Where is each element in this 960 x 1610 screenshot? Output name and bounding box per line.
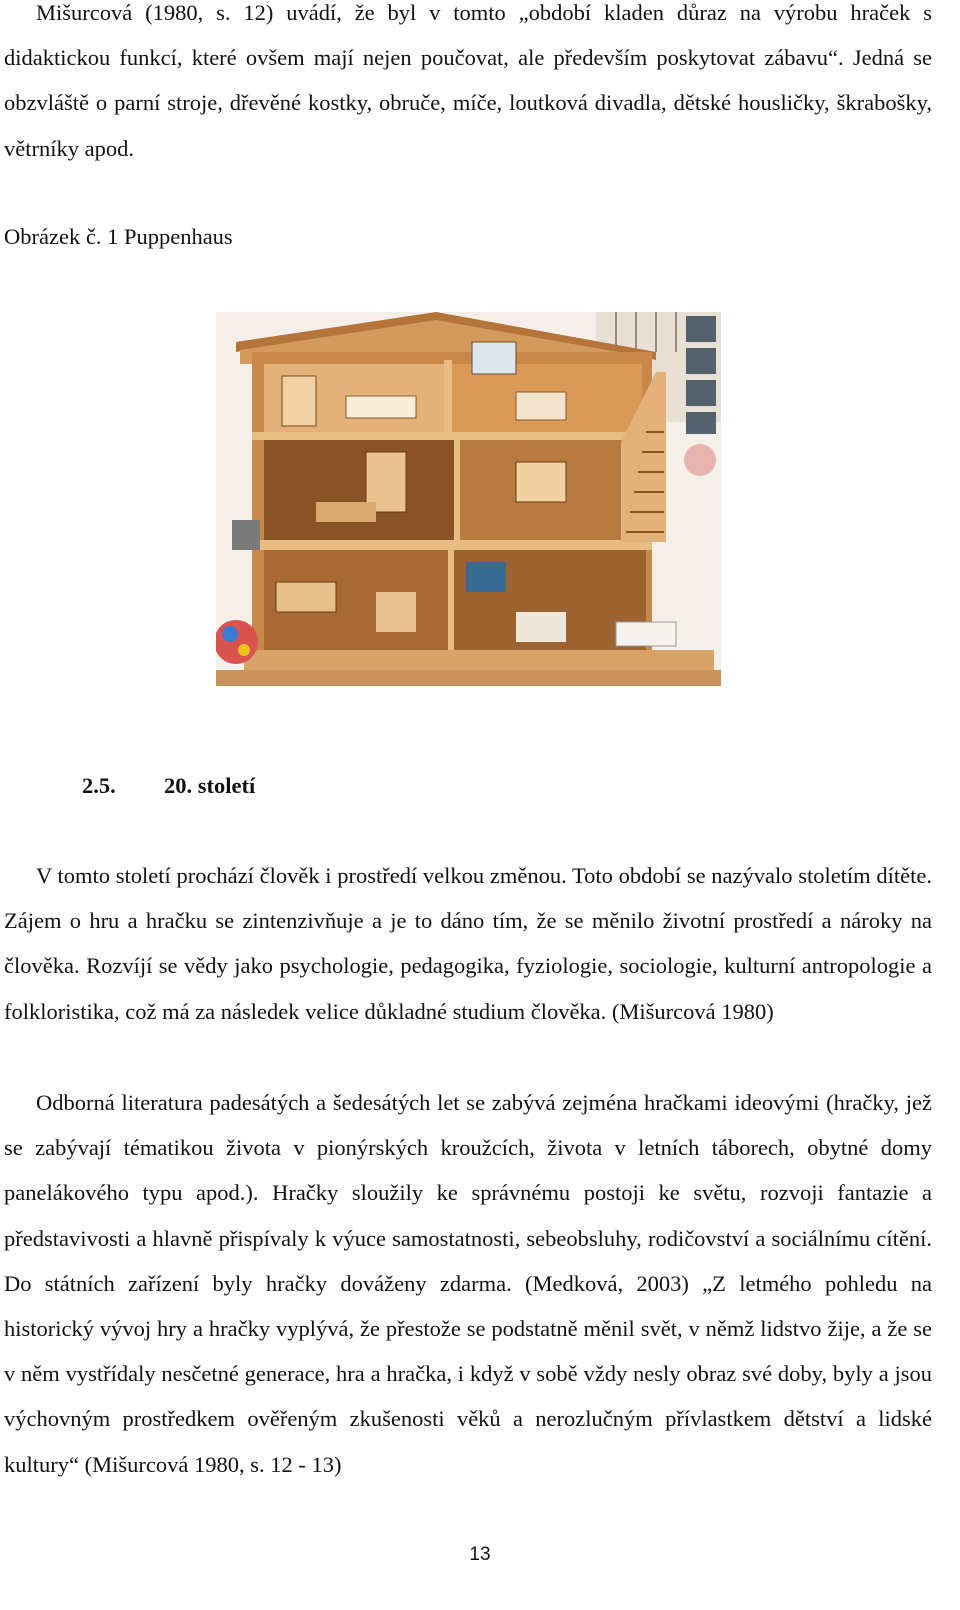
- page-number: 13: [469, 1544, 491, 1565]
- figure-caption: Obrázek č. 1 Puppenhaus: [4, 224, 233, 249]
- paragraph-intro: Mišurcová (1980, s. 12) uvádí, že byl v tomto „období kladen důraz na výrobu hraček s didaktickou funkcí, které ovšem mají nejen poučovat, ale především poskytovat zábavu“. Jedná se obzvláště o parní stroje, dřevěné kostky, obruče, míče, loutková divadla, dětské housličky, škrabošky, větrníky apod.: [4, 0, 932, 161]
- paragraph-2: V tomto století prochází člověk i prostředí velkou změnou. Toto období se nazývalo stoletím dítěte. Zájem o hru a hračku se zintenzivňuje a je to dáno tím, že se měnilo životní prostředí a nároky na člověka. Rozvíjí se vědy jako psychologie, pedagogika, fyziologie, sociologie, kulturní antropologie a folkloristika, což má za následek velice důkladné studium člověka. (Mišurcová 1980): [4, 863, 932, 1024]
- section-heading: [82, 766, 255, 806]
- paragraph-3: Odborná literatura padesátých a šedesátých let se zabývá zejména hračkami ideovými (hračky, jež se zabývají tématikou života v pionýrských kroužcích, života v letních táborech, obytné domy panelákového typu apod.). Hračky sloužily ke správnému postoji ke světu, rozvoji fantazie a představivosti a hlavně přispívaly k výuce samostatnosti, sebeobsluhy, rodičovství a sociálnímu cítění. Do státních zařízení byly hračky dováženy zdarma. (Medková, 2003) „Z letmého pohledu na historický vývoj hry a hračky vyplývá, že přestože se podstatně měnil svět, v němž lidstvo žije, a že se v něm vystřídaly nesčetné generace, hra a hračka, i když v sobě vždy nesly obraz své doby, byly a jsou výchovným prostředkem ověřeným zkušenosti věků a nerozlučným přívlastkem dětství a lidské kultury“ (Mišurcová 1980, s. 12 - 13): [4, 1090, 932, 1477]
- section-number: 2.5.: [82, 773, 116, 798]
- section-title: 20. století: [164, 773, 256, 798]
- dollhouse-photo: [216, 312, 721, 686]
